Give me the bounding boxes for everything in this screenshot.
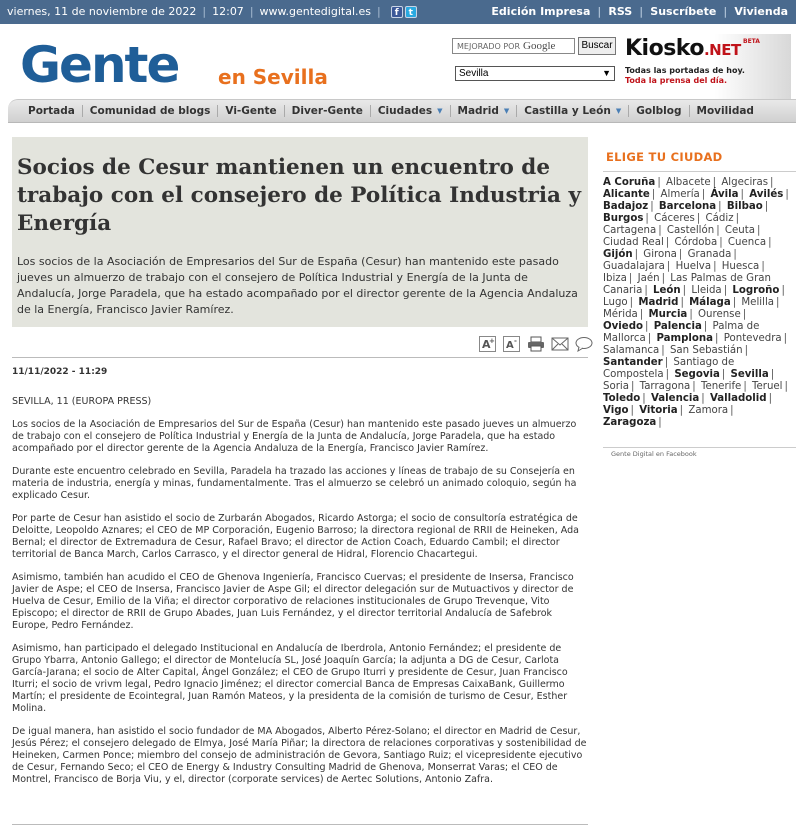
site-link[interactable]: www.gentedigital.es	[259, 5, 371, 18]
city-link[interactable]: Pontevedra	[723, 333, 782, 344]
print-icon[interactable]	[526, 335, 545, 352]
twitter-icon[interactable]: t	[405, 6, 417, 18]
nav-item-label: Ciudades	[377, 105, 433, 117]
nav-item-diver-gente[interactable]	[285, 105, 371, 117]
divider	[12, 357, 588, 358]
city-link[interactable]: Madrid	[638, 297, 679, 308]
city-link[interactable]: Vitoria	[639, 405, 678, 416]
city-link[interactable]: Bilbao	[726, 201, 763, 212]
city-link[interactable]: Burgos	[603, 213, 644, 224]
city-link[interactable]: Palencia	[653, 321, 702, 332]
suscribete-link[interactable]: Suscríbete	[650, 5, 717, 18]
article-paragraph: Durante este encuentro celebrado en Sevilla, Paradela ha trazado las acciones y líneas de trabajo de su Consejería en materia de industria, energía y minas, fundamentalmente. Tras el almuerzo se celebró un animado coloquio, según ha explicado Cesur.	[12, 466, 577, 501]
city-link[interactable]: Ourense	[698, 309, 741, 320]
top-bar	[0, 0, 796, 24]
edicion-impresa-link[interactable]: Edición Impresa	[491, 5, 591, 18]
city-link[interactable]: Cuenca	[727, 237, 767, 248]
city-link[interactable]: Girona	[643, 249, 677, 260]
sidebar-title: ELIGE TU CIUDAD	[606, 150, 723, 164]
city-link[interactable]: Gijón	[603, 249, 633, 260]
header	[0, 24, 796, 99]
svg-text:+: +	[489, 336, 495, 345]
nav-item-portada[interactable]	[21, 105, 83, 117]
city-link[interactable]: León	[653, 285, 681, 296]
svg-text:A: A	[482, 337, 491, 351]
article-date: 11/11/2022 - 11:29	[12, 367, 108, 377]
vivienda-link[interactable]: Vivienda	[734, 5, 788, 18]
divider	[603, 171, 796, 172]
nav-item-vi-gente[interactable]	[218, 105, 284, 117]
caret-down-icon: ▼	[615, 107, 622, 115]
city-link[interactable]: Ciudad Real	[603, 237, 664, 248]
main-nav	[8, 99, 796, 123]
article-tools	[478, 335, 593, 353]
city-link[interactable]: Soria	[603, 381, 629, 392]
city-link[interactable]: Valencia	[650, 393, 700, 404]
article-paragraph: Asimismo, también han acudido el CEO de Ghenova Ingeniería, Francisco Cuervas; el presidente de Insersa, Francisco Javier de Aspe; el CEO de Insersa, Francisco Javier de Aspe Gil; el director delegación sur de Mutuactivos y director de Huelva de Cesur, Emilio de la Viña; el director corporativo de relaciones institucionales de Grupo Trevenque, Vito Episcopo; el director de RRII de Grupo Abades, Juan Luis Fernández, y el director territorial Andalucía de Safebrok Europe, Pedro Fernández.	[12, 572, 574, 631]
city-link[interactable]: Melilla	[741, 297, 775, 308]
city-link[interactable]: Santander	[603, 357, 663, 368]
nav-item-ciudades[interactable]	[371, 105, 451, 117]
nav-item-label: Comunidad de blogs	[89, 105, 211, 117]
search-button[interactable]: Buscar	[578, 37, 616, 55]
city-link[interactable]: Albacete	[666, 177, 711, 188]
increase-font-icon[interactable]	[478, 335, 497, 352]
city-link[interactable]: Cáceres	[654, 213, 695, 224]
city-link[interactable]: Zaragoza	[603, 417, 657, 428]
city-select[interactable]	[455, 66, 615, 81]
divider	[12, 824, 588, 825]
nav-item-label: Vi-Gente	[225, 105, 277, 117]
separator: |	[249, 5, 254, 18]
google-logo: Google	[523, 40, 556, 52]
city-link[interactable]: Oviedo	[603, 321, 643, 332]
city-link[interactable]: Granada	[687, 249, 732, 260]
city-select-value: Sevilla	[459, 68, 489, 79]
city-link[interactable]: A Coruña	[603, 177, 656, 188]
article-paragraph: Por parte de Cesur han asistido el socio de Zurbarán Abogados, Ricardo Astorga; el socio de consultoría estratégica de Deloitte, Leopoldo Aznares; el CEO de MP Corporación, Eugenio Barroso; la directora regional de RRII de Heineken, Ada Bernal; el director de Extremadura de Cesur, Rafael Bravo; el director de Action Coach, Eduardo Cambil; el director territorial de Banca March, Carlos Carrasco, y el director general de Hidral, Florencio Chacartegui.	[12, 513, 579, 560]
city-link[interactable]: Teruel	[752, 381, 783, 392]
site-logo[interactable]: Gente	[20, 36, 179, 94]
city-link[interactable]: Tenerife	[700, 381, 742, 392]
edition-subtitle: en Sevilla	[218, 65, 328, 89]
decrease-font-icon[interactable]	[502, 335, 521, 352]
city-list: A Coruña | Albacete | Algeciras | Alicante | Almería | Ávila | Avilés | Badajoz | Barcelona | Bilbao | Burgos | Cáceres | Cádiz | Cartagena | Castellón | Ceuta | Ciudad Real | Córdoba | Cuenca | Gijón | Girona | Granada | Guadalajara | Huelva | Huesca | Ibiza | Jaén | Las Palmas de Gran Canaria | León | Lleida | Logroño | Lugo | Madrid | Málaga | Melilla | Mérida | Murcia | Ourense | Oviedo | Palencia | Palma de Mallorca | Pamplona | Pontevedra | Salamanca | San Sebastián | Santander | Santiago de Compostela | Segovia | Sevilla | Soria | Tarragona | Tenerife | Teruel | Toledo | Valencia | Valladolid | Vigo | Vitoria | Zamora | Zaragoza |	[603, 177, 789, 428]
city-link[interactable]: Córdoba	[674, 237, 718, 248]
city-link[interactable]: Toledo	[603, 393, 641, 404]
city-link[interactable]: Mérida	[603, 309, 638, 320]
kiosko-banner[interactable]	[621, 34, 791, 99]
separator: |	[202, 5, 207, 18]
facebook-widget-label: Gente Digital en Facebook	[611, 450, 697, 458]
city-link[interactable]: Santiago de Compostela	[603, 357, 735, 380]
city-link[interactable]: Pamplona	[656, 333, 714, 344]
sidebar	[603, 150, 796, 458]
nav-item-label: Diver-Gente	[291, 105, 363, 117]
city-link[interactable]: Valladolid	[709, 393, 767, 404]
city-link[interactable]: Zamora	[688, 405, 729, 416]
city-link[interactable]: Almería	[660, 189, 700, 200]
city-link[interactable]: Las Palmas de Gran Canaria	[603, 273, 771, 296]
nav-item-golblog[interactable]	[629, 105, 689, 117]
city-link[interactable]: Logroño	[732, 285, 780, 296]
nav-item-label: Castilla y León	[524, 105, 611, 117]
caret-down-icon: ▼	[503, 107, 510, 115]
separator: |	[377, 5, 381, 18]
city-link[interactable]: Badajoz	[603, 201, 649, 212]
search-input[interactable]	[452, 38, 575, 54]
nav-item-label: Movilidad	[696, 105, 754, 117]
city-link[interactable]: Segovia	[674, 369, 720, 380]
city-link[interactable]: Sevilla	[730, 369, 769, 380]
caret-down-icon: ▼	[437, 107, 443, 115]
mail-icon[interactable]	[550, 335, 569, 352]
article-header	[12, 137, 588, 327]
nav-item-movilidad[interactable]	[690, 105, 761, 117]
city-link[interactable]: Ceuta	[724, 225, 755, 236]
city-link[interactable]: Ávila	[710, 189, 739, 200]
city-link[interactable]: Vigo	[603, 405, 629, 416]
city-link[interactable]: Cádiz	[705, 213, 734, 224]
city-link[interactable]: Murcia	[648, 309, 688, 320]
city-link[interactable]: Ibiza	[603, 273, 627, 284]
city-link[interactable]: Huelva	[675, 261, 712, 272]
city-link[interactable]: Guadalajara	[603, 261, 665, 272]
city-link[interactable]: San Sebastián	[669, 345, 743, 356]
city-link[interactable]: Castellón	[666, 225, 715, 236]
current-time: 12:07	[212, 5, 244, 18]
city-link[interactable]: Tarragona	[639, 381, 691, 392]
city-link[interactable]: Lleida	[691, 285, 722, 296]
city-link[interactable]: Algeciras	[721, 177, 769, 188]
city-link[interactable]: Lugo	[603, 297, 628, 308]
kiosko-logo: Kiosko.NET	[625, 36, 741, 61]
kiosko-tagline-2: Toda la prensa del día.	[625, 76, 728, 85]
city-link[interactable]: Málaga	[689, 297, 731, 308]
kiosko-tagline-1: Todas las portadas de hoy.	[625, 66, 745, 75]
kiosko-beta-badge: BETA	[743, 38, 760, 45]
city-link[interactable]: Palma de Mallorca	[603, 321, 760, 344]
city-link[interactable]: Huesca	[721, 261, 760, 272]
nav-item-castilla-y-león[interactable]	[517, 105, 629, 117]
comment-icon[interactable]	[574, 335, 593, 352]
city-link[interactable]: Salamanca	[603, 345, 660, 356]
city-link[interactable]: Jaén	[637, 273, 660, 284]
article-paragraph: Asimismo, han participado el delegado Institucional en Andalucía de Iberdrola, Antonio Fernández; el presidente de Grupo Ybarra, Antonio Gallego; el director de Montelucía SL, José Joaquín García; la adjunta a DG de Cesur, Carlota García-Jarana; el socio de Alter Capital, Ángel González; el CEO de Grupo Iturri y presidente de Cesur, Juan Francisco Iturri; el socio de vrivm legal, Pedro Ignacio Jiménez; el director comercial Banca de Empresas CaixaBank, Guillermo Martín; el presidente de Ecointegral, Juan Ramón Mateos, y la presidenta de la comisión de turismo de Cesur, Esther Molina.	[12, 643, 568, 714]
city-link[interactable]: Alicante	[603, 189, 650, 200]
rss-link[interactable]: RSS	[608, 5, 633, 18]
article-paragraph: Los socios de la Asociación de Empresarios del Sur de España (Cesur) han mantenido este pasado jueves un almuerzo de trabajo con el consejero de Política Industrial y Energía de la Junta de Andalucía, Jorge Paradela, que ha estado acompañado por el director gerente de la Agencia Andaluza de la Energía, Francisco Javier Ramírez.	[12, 419, 577, 454]
divider	[603, 447, 796, 448]
city-link[interactable]: Barcelona	[658, 201, 717, 212]
svg-text:A: A	[506, 339, 514, 351]
article-dateline: SEVILLA, 11 (EUROPA PRESS)	[12, 396, 152, 407]
chevron-down-icon: ▼	[602, 68, 611, 78]
nav-item-madrid[interactable]	[451, 105, 518, 117]
city-link[interactable]: Avilés	[749, 189, 784, 200]
facebook-icon[interactable]: f	[391, 6, 403, 18]
article-headline: Socios de Cesur mantienen un encuentro de trabajo con el consejero de Política Industria y Energía	[17, 155, 581, 236]
nav-item-label: Madrid	[457, 105, 499, 117]
nav-item-label: Portada	[28, 105, 75, 117]
svg-text:-: -	[514, 336, 517, 345]
article-lead: Los socios de la Asociación de Empresarios del Sur de España (Cesur) han mantenido este pasado jueves un almuerzo de trabajo con el consejero de Política Industrial y Energía de la Junta de Andalucía, Jorge Paradela, que ha estado acompañado por el director gerente de la Agencia Andaluza de la Energía, Francisco Javier Ramírez.	[17, 255, 578, 316]
article-body	[12, 396, 590, 797]
nav-item-label: Golblog	[636, 105, 682, 117]
current-date: viernes, 11 de noviembre de 2022	[7, 5, 197, 18]
article-paragraph: De igual manera, han asistido el socio fundador de MA Abogados, Alberto Pérez-Solano; el director en Madrid de Cesur, Jesús Pérez; el consejero delegado de Elmya, José María Piñar; la directora de relaciones corporativas y sostenibilidad de Heineken, Carmen Ponce; miembro del consejo de administración de Gevora, Santiago Ruiz; el vicepresidente ejecutivo de Cesur, Fernando Seco; el CEO de Energy & Industry Consulting Madrid de Ghenova, Monserrat Varas; el CEO de Montrel, Francisco de Borja Viu, y el, director (corporate services) de Aertec Solutions, Antonio Zafra.	[12, 726, 587, 785]
search-placeholder: MEJORADO POR	[457, 41, 520, 51]
nav-item-comunidad-de-blogs[interactable]	[83, 105, 219, 117]
city-link[interactable]: Cartagena	[603, 225, 657, 236]
top-links: Edición Impresa | RSS | Suscríbete | Vivienda	[491, 5, 788, 18]
